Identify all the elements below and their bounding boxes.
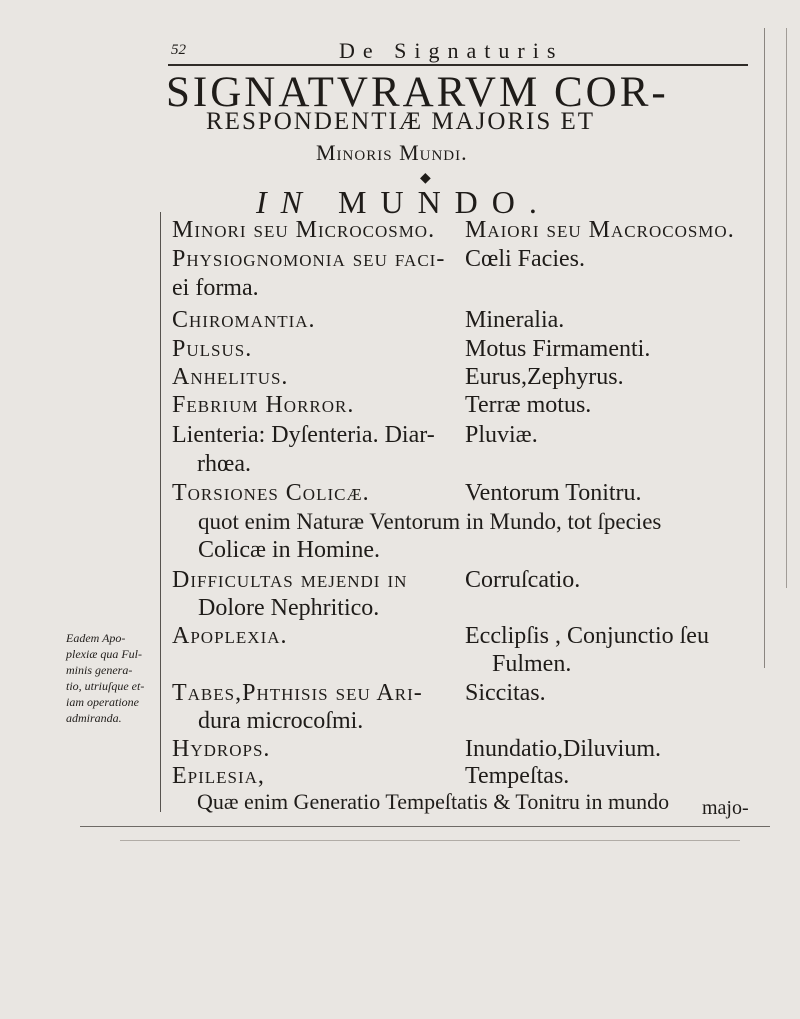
paragraph-line: Quæ enim Generatio Tempeſtatis & Tonitru in mundo	[197, 789, 670, 814]
row-right: Corruſcatio.	[465, 567, 581, 593]
page-edge-shadow	[786, 28, 787, 588]
row-right: Ventorum Tonitru.	[465, 480, 642, 506]
row-right: Fulmen.	[492, 651, 572, 677]
row-left: Lienteria: Dyſenteria. Diar-	[172, 422, 435, 448]
row-left: Anhelitus.	[172, 364, 289, 390]
page-number: 52	[171, 42, 186, 58]
ornament-icon: ◆	[420, 171, 431, 186]
row-left: Difficultas mejendi in	[172, 567, 408, 593]
row-left: Physiognomonia ſeu faci-	[172, 246, 446, 272]
margin-rule	[160, 212, 161, 812]
row-right: Eurus,Zephyrus.	[465, 364, 624, 390]
row-right: Inundatio,Diluvium.	[465, 736, 661, 762]
row-right: Motus Firmamenti.	[465, 336, 651, 362]
row-left: rhœa.	[197, 451, 251, 477]
row-right: Ecclipſis , Conjunctio ſeu	[465, 623, 709, 649]
margin-note-line: admiranda.	[66, 711, 122, 725]
margin-note-line: iam operatione	[66, 695, 139, 709]
paragraph-line: quot enim Naturæ Ventorum in Mundo, tot ſpecies	[198, 509, 662, 534]
row-left: Dolore Nephritico.	[198, 595, 380, 621]
row-right: Mineralia.	[465, 307, 565, 333]
row-left: Tabes,Phthisis ſeu Ari-	[172, 680, 423, 706]
row-left: Epilesia,	[172, 763, 265, 789]
margin-note-line: Eadem Apo-	[66, 631, 126, 645]
row-left: Apoplexia.	[172, 623, 288, 649]
margin-note-line: plexiæ qua Ful-	[66, 647, 142, 661]
margin-note	[66, 630, 156, 726]
row-right: Tempeſtas.	[465, 763, 570, 789]
margin-note-line: minis genera-	[66, 663, 133, 677]
row-right: Cœli Facies.	[465, 246, 585, 272]
row-left: Hydrops.	[172, 736, 271, 762]
catchword: majo-	[702, 797, 749, 819]
bottom-rule-secondary	[120, 840, 740, 841]
row-left: Febrium Horror.	[172, 392, 355, 418]
title-line-4-prefix: IN	[256, 184, 316, 220]
row-right: Siccitas.	[465, 680, 546, 706]
row-left: ei forma.	[172, 275, 259, 301]
title-line-1: SIGNATVRARVM COR-	[166, 69, 669, 116]
title-line-3: Minoris Mundi.	[316, 140, 468, 165]
title-line-4-rest: MUNDO.	[338, 184, 551, 220]
page-edge	[764, 28, 765, 668]
row-left: Torsiones Colicæ.	[172, 480, 370, 506]
margin-note-line: tio, utriuſque et-	[66, 679, 145, 693]
bottom-rule	[80, 826, 770, 827]
header-rule	[168, 64, 748, 66]
paragraph-line: Colicæ in Homine.	[198, 537, 380, 563]
title-line-4	[256, 184, 551, 221]
header-right: Maiori ſeu Macrocoſmo.	[465, 217, 735, 243]
row-right: Pluviæ.	[465, 422, 538, 448]
running-head: De Signaturis	[339, 38, 564, 63]
header-left: Minori ſeu Microcoſmo.	[172, 217, 436, 243]
row-right: Terræ motus.	[465, 392, 592, 418]
row-left: dura microcoſmi.	[198, 708, 364, 734]
title-line-2: RESPONDENTIÆ MAJORIS ET	[206, 108, 596, 135]
row-left: Chiromantia.	[172, 307, 316, 333]
row-left: Pulsus.	[172, 336, 253, 362]
